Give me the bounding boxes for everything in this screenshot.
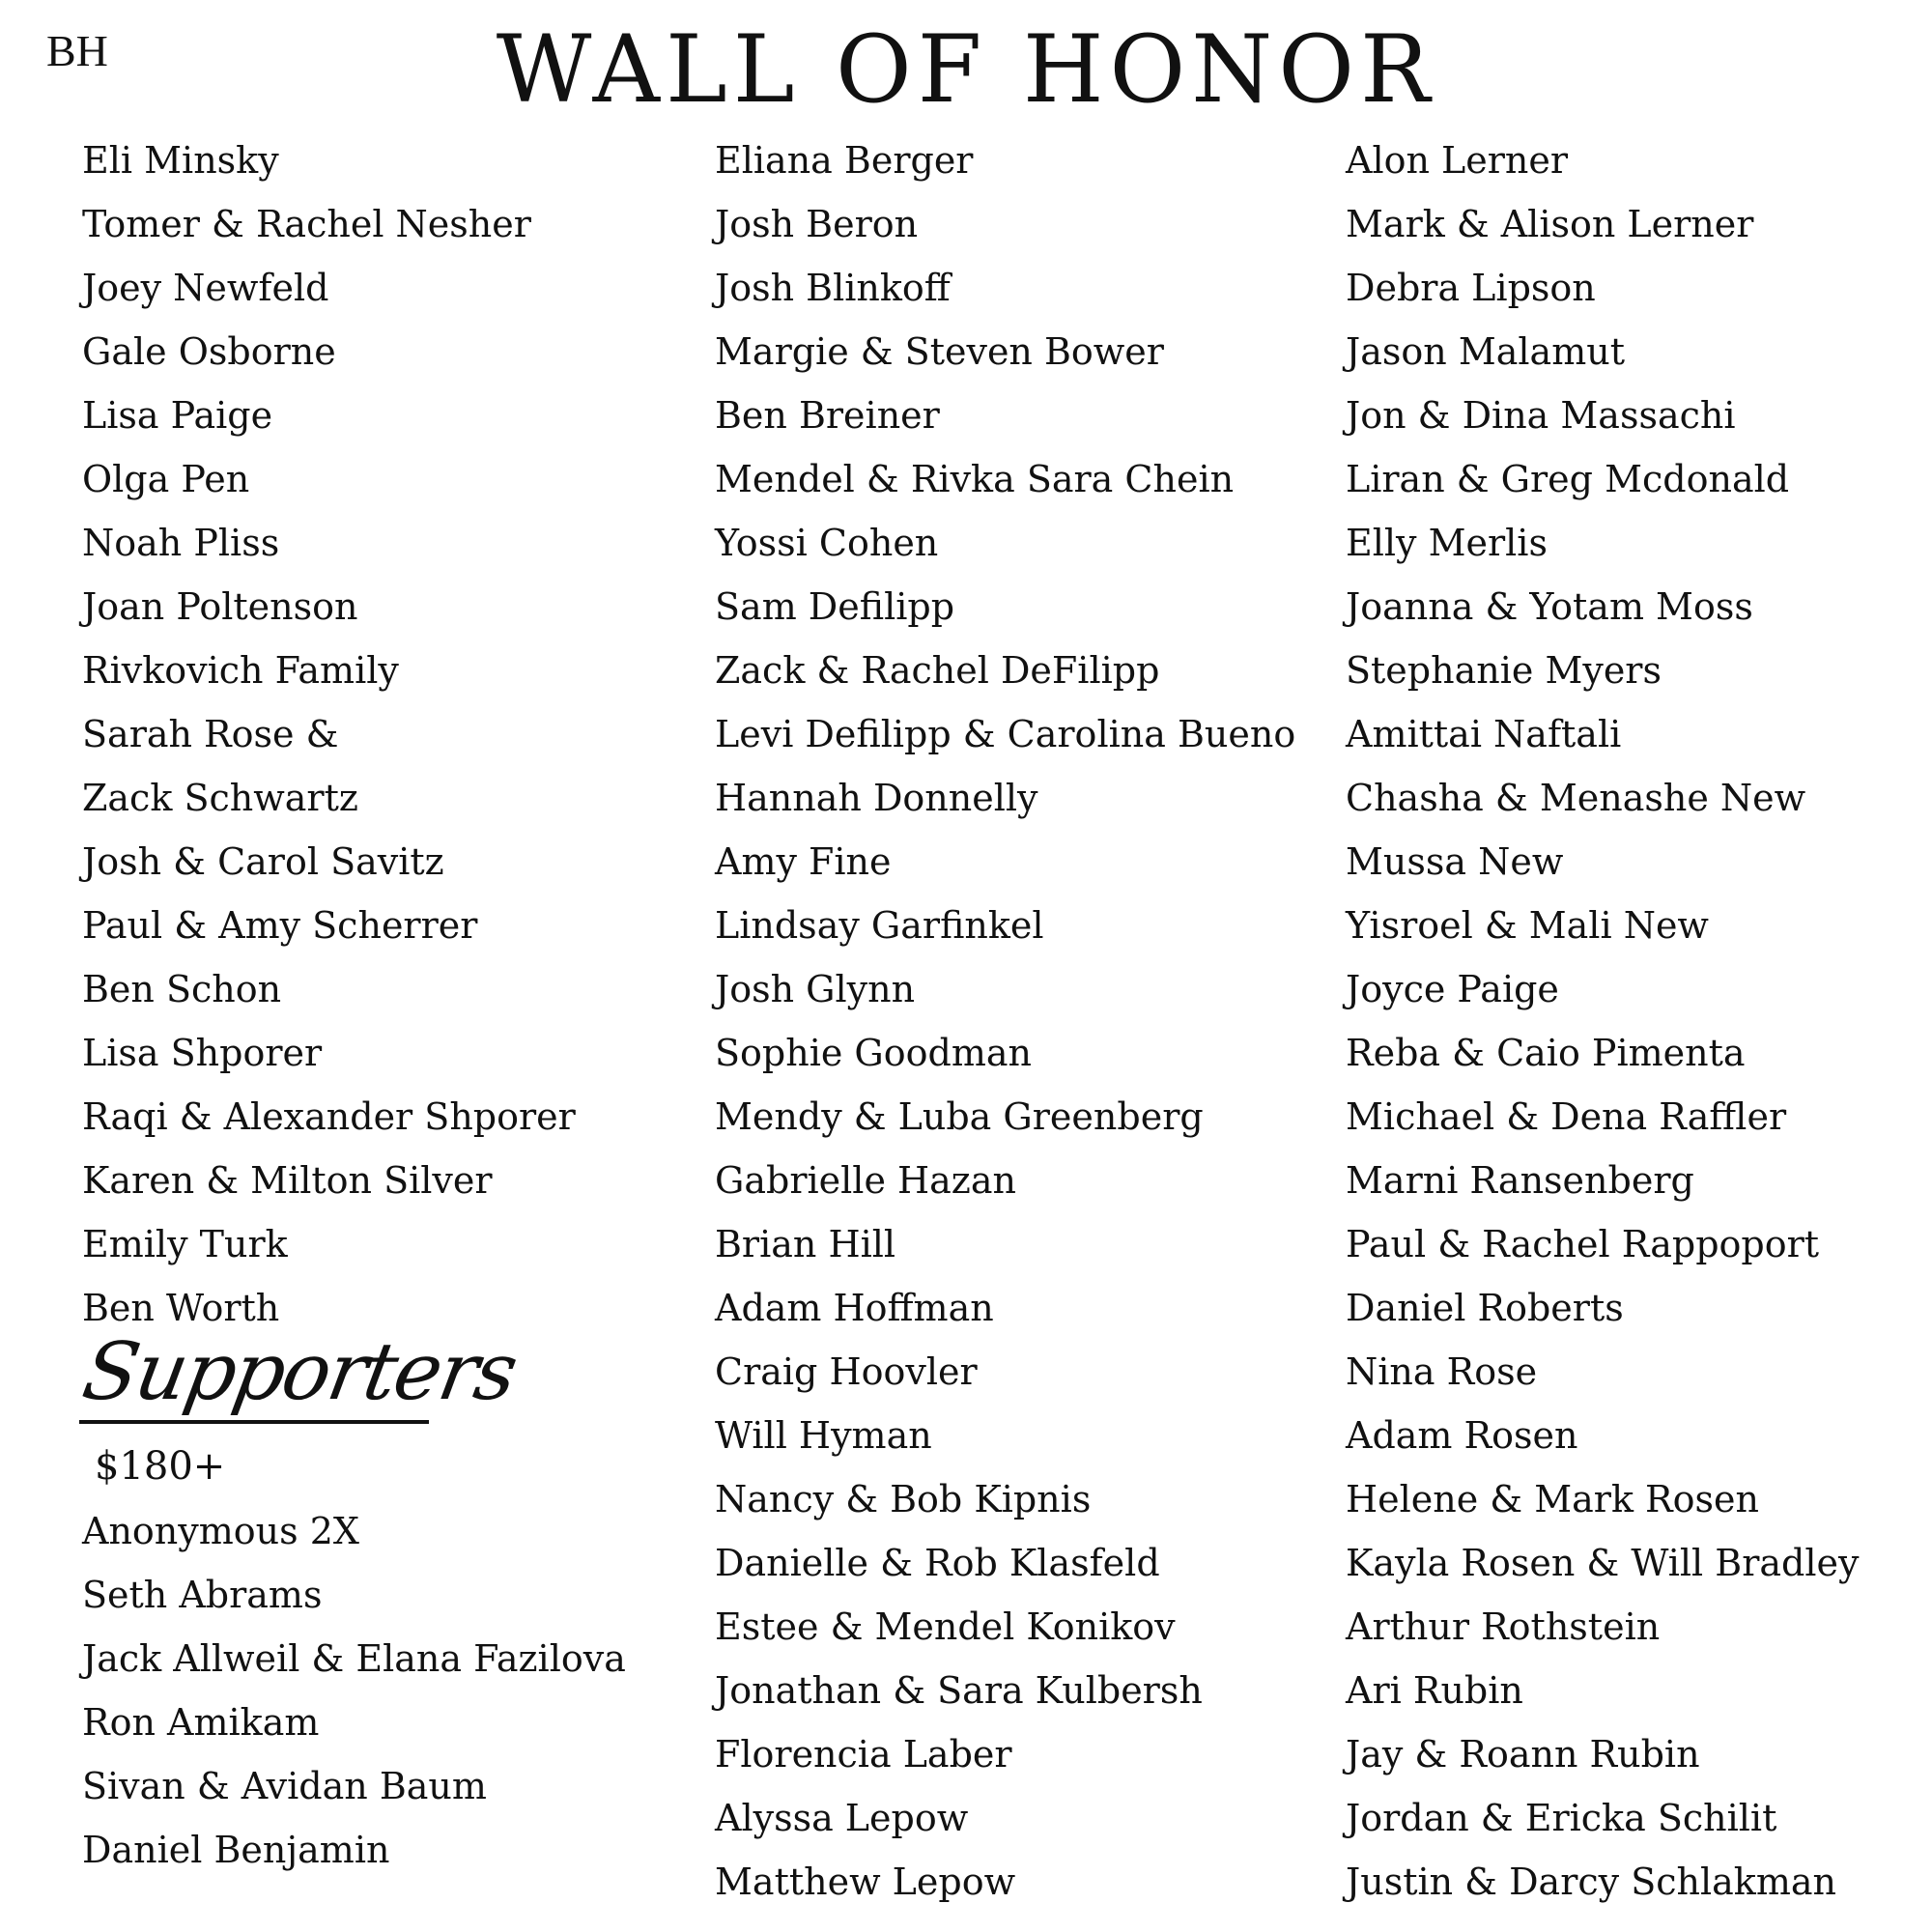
- name-entry: Raqi & Alexander Shporer: [82, 1095, 576, 1138]
- name-entry: Paul & Rachel Rappoport: [1346, 1223, 1820, 1265]
- name-entry: Jay & Roann Rubin: [1346, 1733, 1700, 1776]
- name-entry: Mendy & Luba Greenberg: [715, 1095, 1204, 1138]
- name-entry: Ron Amikam: [82, 1701, 320, 1744]
- name-entry: Seth Abrams: [82, 1574, 323, 1616]
- name-entry: Josh Beron: [715, 203, 919, 245]
- name-entry: Josh & Carol Savitz: [82, 840, 444, 883]
- name-entry: Zack & Rachel DeFilipp: [715, 649, 1160, 692]
- name-entry: Daniel Benjamin: [82, 1829, 390, 1871]
- name-entry: Josh Blinkoff: [715, 267, 951, 309]
- name-entry: Craig Hoovler: [715, 1350, 978, 1393]
- name-entry: Marni Ransenberg: [1346, 1159, 1694, 1202]
- name-entry: Joyce Paige: [1346, 968, 1559, 1010]
- name-entry: Florencia Laber: [715, 1733, 1012, 1776]
- name-entry: Sophie Goodman: [715, 1032, 1033, 1074]
- name-entry: Sivan & Avidan Baum: [82, 1765, 487, 1807]
- names-column-3: [1346, 128, 1859, 1914]
- name-entry: Elly Merlis: [1346, 522, 1548, 564]
- name-entry: Ben Schon: [82, 968, 282, 1010]
- name-entry: Zack Schwartz: [82, 777, 358, 819]
- name-entry: Brian Hill: [715, 1223, 896, 1265]
- name-entry: Sam Defilipp: [715, 585, 955, 628]
- name-entry: Liran & Greg Mcdonald: [1346, 458, 1790, 500]
- name-entry: Levi Defilipp & Carolina Bueno: [715, 713, 1296, 755]
- name-entry: Sarah Rose &: [82, 713, 339, 755]
- name-entry: Hannah Donnelly: [715, 777, 1038, 819]
- name-entry: Mark & Alison Lerner: [1346, 203, 1754, 245]
- name-entry: Daniel Roberts: [1346, 1287, 1624, 1329]
- name-entry: Michael & Dena Raffler: [1346, 1095, 1787, 1138]
- name-entry: Eliana Berger: [715, 139, 974, 182]
- name-entry: Jonathan & Sara Kulbersh: [715, 1669, 1203, 1712]
- name-entry: Olga Pen: [82, 458, 250, 500]
- name-entry: Estee & Mendel Konikov: [715, 1605, 1176, 1648]
- tier-label: $180+: [95, 1444, 226, 1489]
- name-entry: Debra Lipson: [1346, 267, 1596, 309]
- name-entry: Jon & Dina Massachi: [1346, 394, 1736, 437]
- name-entry: Joanna & Yotam Moss: [1346, 585, 1753, 628]
- name-entry: Chasha & Menashe New: [1346, 777, 1806, 819]
- name-entry: Mendel & Rivka Sara Chein: [715, 458, 1235, 500]
- name-entry: Amittai Naftali: [1346, 713, 1622, 755]
- name-entry: Rivkovich Family: [82, 649, 399, 692]
- name-entry: Anonymous 2X: [82, 1510, 359, 1552]
- name-entry: Ari Rubin: [1346, 1669, 1523, 1712]
- name-entry: Paul & Amy Scherrer: [82, 904, 478, 947]
- name-entry: Joan Poltenson: [82, 585, 358, 628]
- page-title: WALL OF HONOR: [496, 15, 1436, 124]
- supporters-underline: [79, 1420, 429, 1424]
- name-entry: Nancy & Bob Kipnis: [715, 1478, 1092, 1520]
- names-column-1: [82, 128, 576, 1340]
- name-entry: Amy Fine: [715, 840, 892, 883]
- name-entry: Emily Turk: [82, 1223, 288, 1265]
- name-entry: Lisa Paige: [82, 394, 273, 437]
- name-entry: Alon Lerner: [1346, 139, 1569, 182]
- name-entry: Josh Glynn: [715, 968, 916, 1010]
- name-entry: Kayla Rosen & Will Bradley: [1346, 1542, 1860, 1584]
- name-entry: Helene & Mark Rosen: [1346, 1478, 1760, 1520]
- name-entry: Jordan & Ericka Schilit: [1346, 1797, 1777, 1839]
- name-entry: Matthew Lepow: [715, 1861, 1016, 1903]
- name-entry: Joey Newfeld: [82, 267, 329, 309]
- supporters-heading: Supporters: [75, 1326, 523, 1418]
- supporters-list: [82, 1499, 626, 1882]
- name-entry: Lindsay Garfinkel: [715, 904, 1044, 947]
- name-entry: Tomer & Rachel Nesher: [82, 203, 531, 245]
- name-entry: Stephanie Myers: [1346, 649, 1662, 692]
- name-entry: Yisroel & Mali New: [1346, 904, 1709, 947]
- name-entry: Adam Rosen: [1346, 1414, 1578, 1457]
- name-entry: Noah Pliss: [82, 522, 280, 564]
- name-entry: Yossi Cohen: [715, 522, 939, 564]
- name-entry: Will Hyman: [715, 1414, 932, 1457]
- name-entry: Mussa New: [1346, 840, 1564, 883]
- names-column-2: [715, 128, 1295, 1914]
- name-entry: Adam Hoffman: [715, 1287, 994, 1329]
- name-entry: Karen & Milton Silver: [82, 1159, 493, 1202]
- name-entry: Alyssa Lepow: [715, 1797, 969, 1839]
- name-entry: Reba & Caio Pimenta: [1346, 1032, 1746, 1074]
- name-entry: Margie & Steven Bower: [715, 330, 1164, 373]
- name-entry: Eli Minsky: [82, 139, 279, 182]
- name-entry: Lisa Shporer: [82, 1032, 323, 1074]
- name-entry: Nina Rose: [1346, 1350, 1538, 1393]
- name-entry: Arthur Rothstein: [1346, 1605, 1661, 1648]
- name-entry: Danielle & Rob Klasfeld: [715, 1542, 1160, 1584]
- name-entry: Ben Breiner: [715, 394, 940, 437]
- name-entry: Justin & Darcy Schlakman: [1346, 1861, 1836, 1903]
- name-entry: Gale Osborne: [82, 330, 336, 373]
- name-entry: Jason Malamut: [1346, 330, 1625, 373]
- corner-mark: BH: [46, 26, 108, 75]
- name-entry: Gabrielle Hazan: [715, 1159, 1016, 1202]
- name-entry: Ben Worth: [82, 1287, 280, 1329]
- name-entry: Jack Allweil & Elana Fazilova: [82, 1637, 626, 1680]
